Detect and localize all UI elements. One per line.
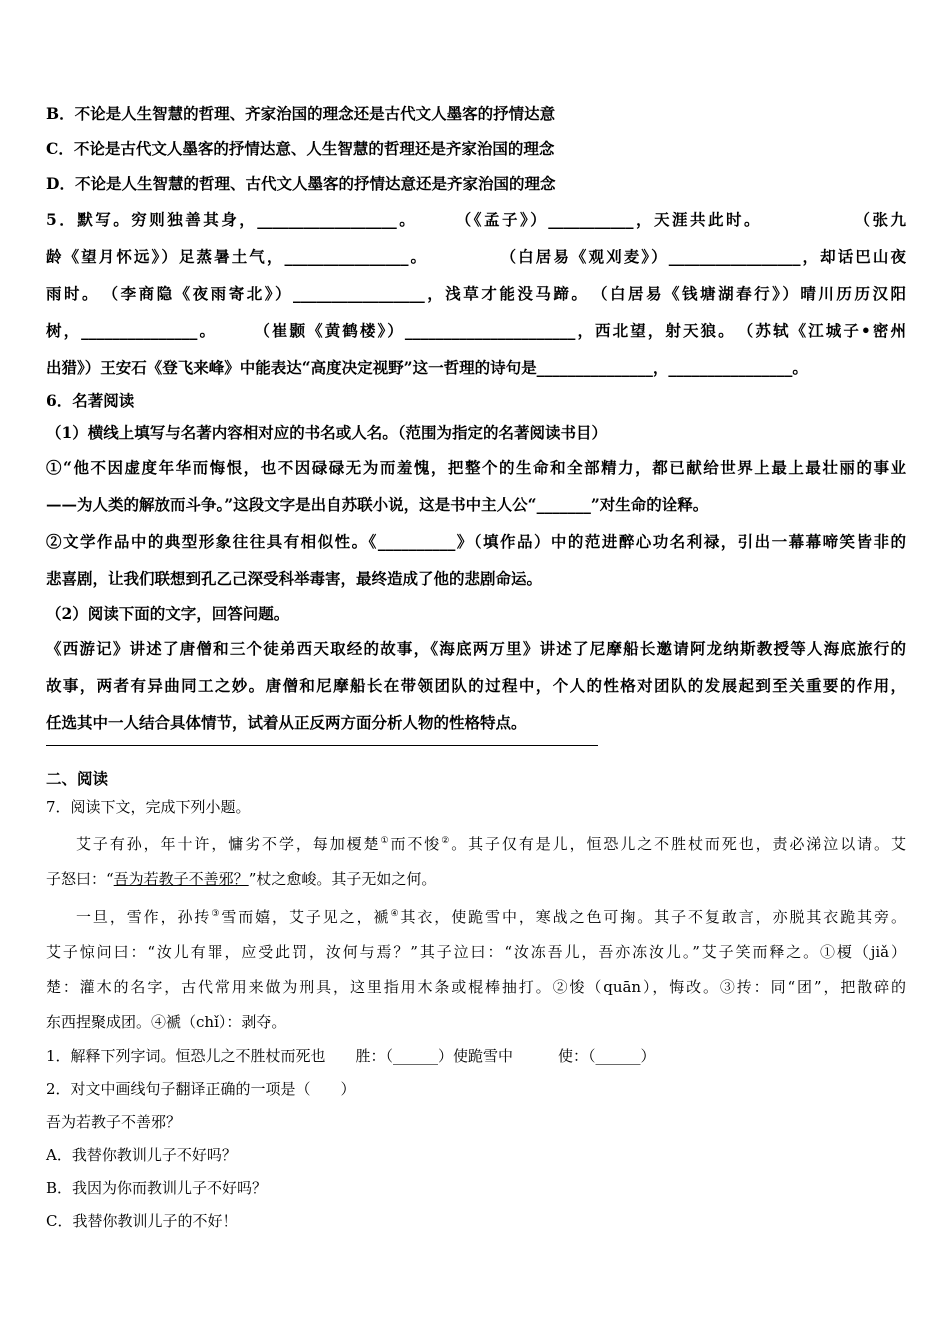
q4-option-d: D．不论是人生智慧的哲理、古代文人墨客的抒情达意还是齐家治国的理念	[46, 174, 556, 193]
option-b: B．我因为你而教训儿子不好吗？	[46, 1179, 268, 1197]
classical-passage	[46, 824, 906, 1040]
q6-sub2: （2）阅读下面的文字，回答问题。	[46, 604, 290, 623]
sub-question-1: 1．解释下列字词。恒恐儿之不胜杖而死也 胜：（______）使跪雪中 使：（______）	[46, 1047, 656, 1065]
q6-p1-line2: ——为人类的解放而斗争。”这段文字是出自苏联小说，这是书中主人公“_______”对生命的诠释。	[46, 495, 709, 514]
q6-p3-line2: 故事，两者有异曲同工之妙。唐僧和尼摩船长在带领团队的过程中，个人的性格对团队的发展起到至关重要的作用，	[46, 676, 906, 695]
q6-sub1: （1）横线上填写与名著内容相对应的书名或人名。（范围为指定的名著阅读书目）	[46, 423, 608, 442]
passage-para1-line2: 子怒曰：“吾为若教子不善邪？”杖之愈峻。其子无如之何。	[46, 870, 437, 888]
q7-intro: 7．阅读下文，完成下列小题。	[46, 798, 251, 816]
q6-p1-line1: ①“他不因虚度年华而悔恨，也不因碌碌无为而羞愧，把整个的生命和全部精力，都已献给世界上最上最壮丽的事业	[46, 458, 906, 477]
q5-line: 5．默写。穷则独善其身，__________________。 （《孟子》）___________，天涯共此时。 （张九	[46, 210, 906, 229]
section-title: 二、阅读	[46, 769, 109, 788]
passage-note-line2: 东西捏聚成团。④褫（chǐ）：剥夺。	[46, 1013, 287, 1031]
option-c: C．我替你教训儿子的不好！	[46, 1212, 238, 1230]
q5-line: 树，_______________。 （崔颢《黄鹤楼》）______________________，西北望，射天狼。 （苏轼《江城子•密州	[46, 321, 906, 340]
q5-line: 龄《望月怀远》）足蒸暑土气，________________。 （白居易《观刈麦》）_________________，却话巴山夜	[46, 247, 906, 266]
option-a: A．我替你教训儿子不好吗？	[46, 1146, 237, 1164]
q6-p2-line2: 悲喜剧，让我们联想到孔乙己深受科举毒害，最终造成了他的悲剧命运。	[46, 569, 543, 588]
document-page	[46, 96, 906, 1238]
underlined-sentence: 吾为若教子不善邪？	[113, 870, 249, 888]
sub-question-2: 2．对文中画线句子翻译正确的一项是（ ）	[46, 1080, 356, 1098]
q6-title: 6．名著阅读	[46, 391, 135, 410]
passage-para2-line2: 艾子惊问曰：“汝儿有罪，应受此罚，汝何与焉？”其子泣曰：“汝冻吾儿，吾亦冻汝儿。”艾子笑而释之。①榎（jiǎ）	[46, 943, 906, 961]
answer-line	[46, 745, 598, 746]
q4-option-c: C．不论是古代文人墨客的抒情达意、人生智慧的哲理还是齐家治国的理念	[46, 139, 555, 158]
passage-para1-line1: 艾子有孙，年十许，慵劣不学，每加榎楚①而不悛②。其子仅有是儿，恒恐儿之不胜杖而死也，责必涕泣以请。艾	[76, 835, 906, 853]
q5-dictation	[46, 201, 906, 386]
q6-classics-reading	[46, 386, 906, 746]
q5-line: 出猎》）王安石《登飞来峰》中能表达“高度决定视野”这一哲理的诗句是_______________，________________。	[46, 358, 808, 377]
q6-p3-line3: 任选其中一人结合具体情节，试着从正反两方面分析人物的性格特点。	[46, 713, 527, 732]
sub-question-2-sentence: 吾为若教子不善邪？	[46, 1113, 182, 1131]
q6-p3-line1: 《西游记》讲述了唐僧和三个徒弟西天取经的故事，《海底两万里》讲述了尼摩船长邀请阿龙纳斯教授等人海底旅行的	[46, 639, 906, 658]
section-reading	[46, 764, 906, 1238]
q4-options	[46, 96, 906, 201]
sub-questions	[46, 1040, 906, 1238]
q4-option-b: B．不论是人生智慧的哲理、齐家治国的理念还是古代文人墨客的抒情达意	[46, 104, 556, 123]
q6-p2-line1: ②文学作品中的典型形象往往具有相似性。《__________》（填作品）中的范进醉心功名利禄，引出一幕幕啼笑皆非的	[46, 532, 906, 551]
q5-line: 雨时。 （李商隐《夜雨寄北》）_________________，浅草才能没马蹄。 （白居易《钱塘湖春行》）晴川历历汉阳	[46, 284, 906, 303]
passage-para2-line1: 一旦，雪作，孙抟③雪而嬉，艾子见之，褫④其衣，使跪雪中，寒战之色可掬。其子不复敢言，亦脱其衣跪其旁。	[76, 908, 906, 926]
passage-note-line1: 楚：灌木的名字，古代常用来做为刑具，这里指用木条或棍棒抽打。②悛（quān），悔改。③抟：同“团”，把散碎的	[46, 978, 906, 996]
